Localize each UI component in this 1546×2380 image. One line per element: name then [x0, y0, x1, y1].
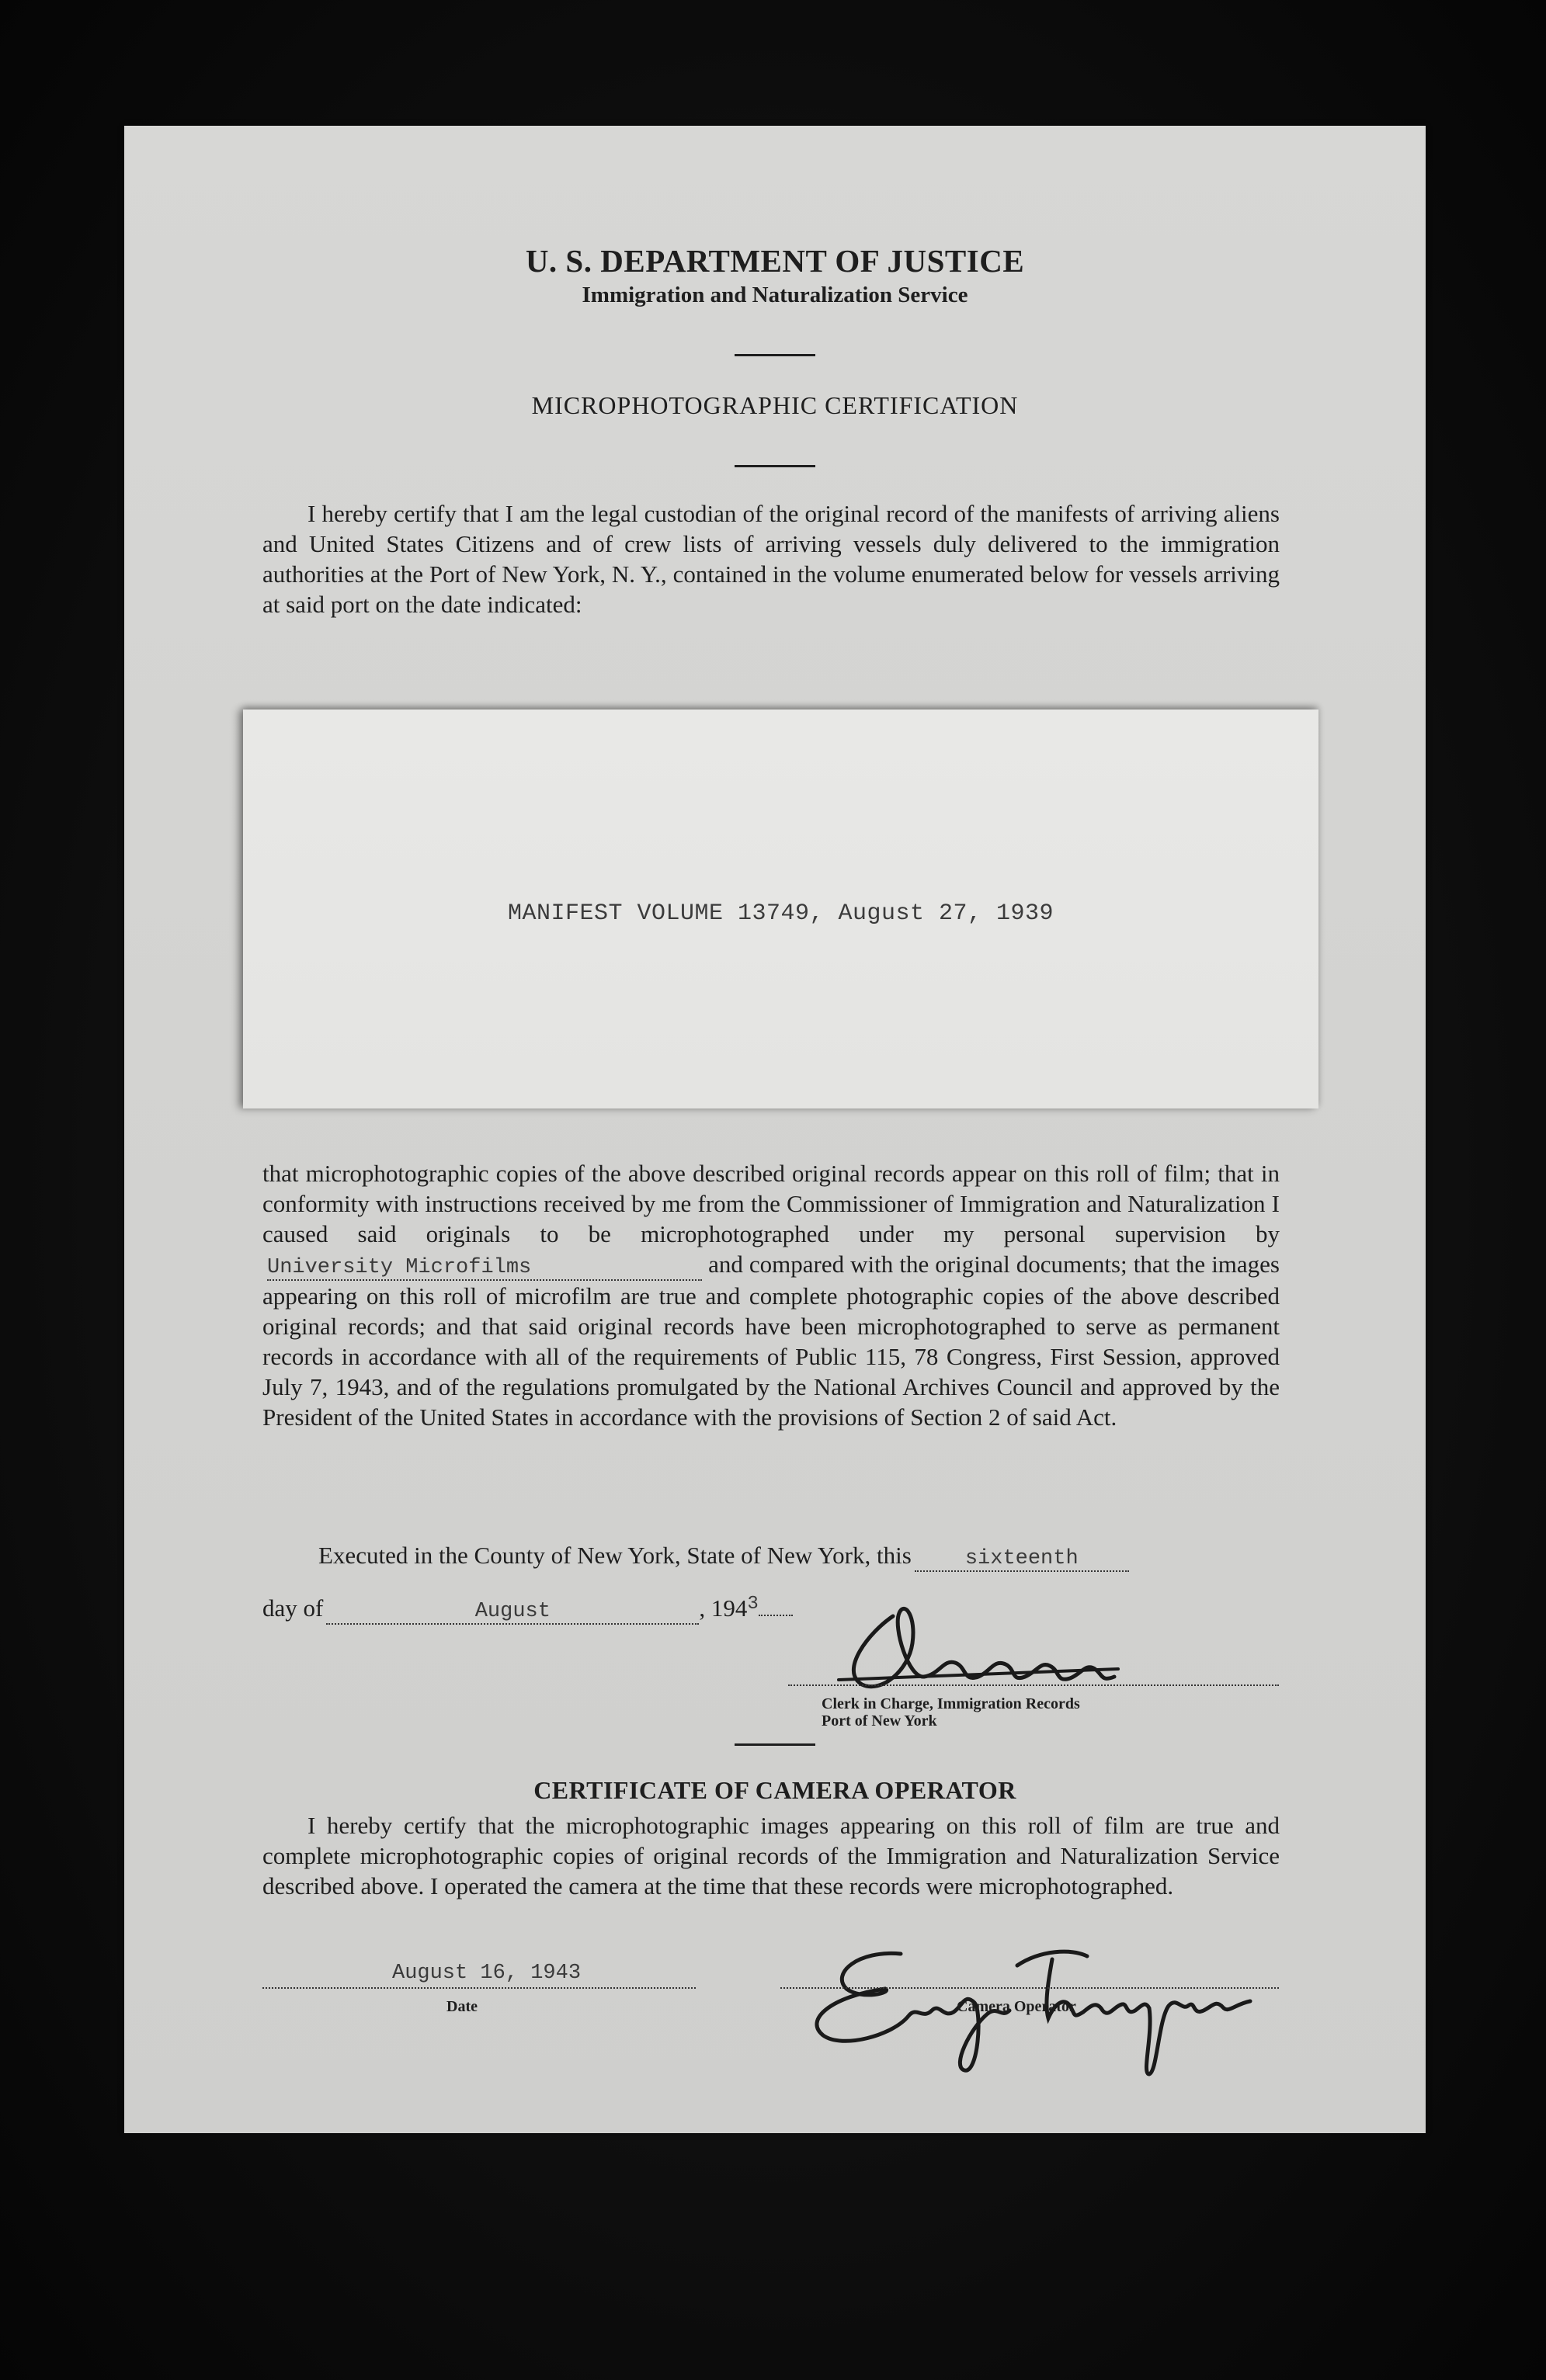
camera-certificate-title: CERTIFICATE OF CAMERA OPERATOR: [533, 1776, 1016, 1804]
execution-day-field: sixteenth: [915, 1547, 1129, 1572]
divider-top: [735, 354, 815, 356]
operator-signature-line: [780, 1987, 1279, 1989]
date-label: Date: [446, 1998, 478, 2015]
execution-line: [318, 1540, 1129, 1572]
day-of-line: [262, 1593, 793, 1627]
filmed-by-field: University Microfilms: [267, 1256, 702, 1281]
divider-bottom: [735, 1743, 815, 1746]
section-title: MICROPHOTOGRAPHIC CERTIFICATION: [531, 391, 1019, 419]
camera-certificate-text: I hereby certify that the microphotographic images appearing on this roll of film are true and complete microphotographic copies of original records of the Immigration and Naturalization Service described above. I operated the camera at the time that these records were microphotographed.: [262, 1812, 1280, 1899]
certification-document: [124, 126, 1426, 2133]
day-of-label: day of: [262, 1594, 324, 1622]
clerk-signature-line: [788, 1684, 1279, 1686]
date-line: [262, 1987, 696, 1989]
volume-card: [243, 709, 1318, 1108]
department-title: U. S. DEPARTMENT OF JUSTICE: [525, 243, 1025, 279]
copies-text-before: that microphotographic copies of the above described original records appear on this roll of film; that in conformity with instructions received by me from the Commissioner of Immigration and Naturalization I caused said originals to be microphotographed under my personal supervision by: [262, 1160, 1280, 1247]
execution-prefix: Executed in the County of New York, State of New York, this: [318, 1542, 912, 1569]
manifest-volume-label: MANIFEST VOLUME 13749, August 27, 1939: [507, 900, 1054, 927]
custodian-text: I hereby certify that I am the legal custodian of the original record of the manifests of arriving aliens and United States Citizens and of crew lists of arriving vessels duly delivered to the immigration authorities at the Port of New York, N. Y., contained in the volume enumerated below for vessels arriving at said port on the date indicated:: [262, 500, 1280, 618]
service-subtitle: Immigration and Naturalization Service: [582, 283, 968, 307]
custodian-paragraph: [262, 498, 1280, 619]
copies-text-after: and compared with the original documents; that the images appearing on this roll of microfilm are true and complete photographic copies of the above described original records; and that said original records have been microphotographed to serve as permanent records in accordance with all of the requirements of Public 115, 78 Congress, First Session, approved July 7, 1943, and of the regulations promulgated by the National Archives Council and approved by the President of the United States in accordance with the provisions of Section 2 of said Act.: [262, 1251, 1280, 1431]
copies-paragraph: [262, 1158, 1280, 1432]
year-digit: 3: [747, 1594, 759, 1615]
certificate-date-value: August 16, 1943: [392, 1962, 582, 1985]
execution-month-field: August: [326, 1600, 699, 1625]
divider-mid: [735, 465, 815, 467]
year-prefix: , 194: [699, 1594, 748, 1622]
camera-operator-label: Camera Operator: [957, 1998, 1076, 2015]
clerk-title-line2: Port of New York: [822, 1712, 937, 1729]
clerk-title-line1: Clerk in Charge, Immigration Records: [822, 1695, 1080, 1712]
